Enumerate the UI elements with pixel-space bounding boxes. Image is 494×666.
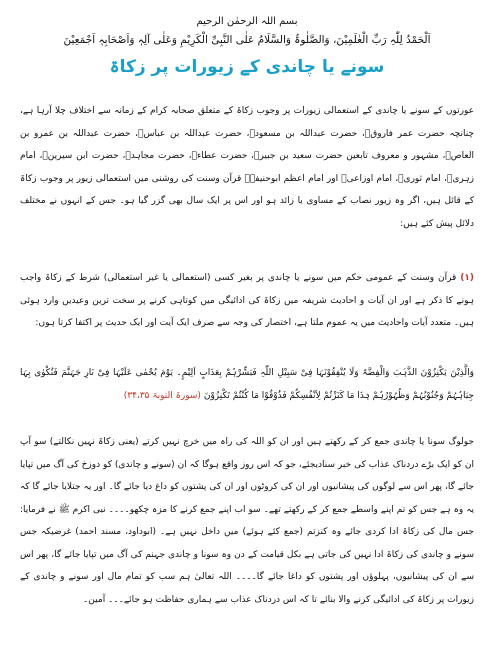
translation-paragraph: جولوگ سونا یا چاندی جمع کر کے رکھتے ہیں اور ان کو اللہ کی راہ میں خرچ نہیں کرتے (یعنی زکاۃ نہیں نکالتے) سو آپ ان کو ایک بڑے دردناک عذاب کی خبر سنادیجئے، جو کہ اس روز واقع ہوگا کہ ان (سونے و چاندی) کو دوزخ کی آگ میں تپایا جائے گا، پھر اس سے لوگوں کی پیشانیوں اور ان کی کروٹوں اور ان کی پشتوں کو داغ دیا جائے گا۔ اور یہ جتلایا جائے گا کہ یہ وہ ہے جس کو تم اپنے واسطے جمع کر کے رکھتے تھے۔ سو اب اپنے جمع کرنے کا مزہ چکھو۔۔۔۔ نبی اکرم ﷺ نے فرمایا: جس مال کی زکاۃ ادا کردی جائے وہ کنزتم (جمع کئے ہوئے) میں داخل نہیں ہے۔ (ابوداود، مسند احمد) غرضیکہ جس سونے و چاندی کی زکاۃ ادا نہیں کی جاتی ہے بکل قیامت کے دن وہ سونا و چاندی جہنم کی آگ میں تپایا جائے گا، پھر اس سے ان کی پیشانیوں، پہلوؤں اور پشتوں کو داغا جائے گا۔۔۔۔ اللہ تعالیٰ ہم سب کو تمام مال اور سونے و چاندی کے زیورات پر زکاۃ کی ادائیگی کرنے والا بنائے تا کہ اس دردناک عذاب سے ہماری حفاظت ہو جائے۔۔۔ آمین۔: [20, 437, 474, 605]
doxology-line: اَلْحَمْدُ لِلّٰہِ رَبِّ الْعٰلَمِیْنَ، وَالصَّلٰوۃُ وَالسَّلَامُ عَلٰی النَّبِیِّ الْکَرِیْمِ وَعَلٰی آلِہٖ وَاَصْحَابِہٖ اَجْمَعِیْنَ: [63, 34, 431, 46]
first-argument-paragraph: [20, 267, 474, 335]
verse-text: وَالَّذِیْنَ یَکْنِزُوْنَ الذَّہَبَ وَالْفِضَّۃَ وَلَا یُنْفِقُوْنَہَا فِیْ سَبِیْلِ اللّٰہِ فَبَشِّرْہُمْ بِعَذَابٍ اَلِیْمٍ۔ یَوْمَ یُحْمٰی عَلَیْہَا فِیْ نَارِ جَہَنَّمَ فَتُکْوٰی بِہَا جِبَاہُہُمْ وَجُنُوْبُہُمْ وَظُہُوْرُہُمْ ہٰذَا مَا کَنَزْتُمْ لِاَنْفُسِکُمْ فَذُوْقُوْا مَا کُنْتُمْ تَکْنِزُوْنَ: [20, 368, 474, 401]
intro-paragraph: عورتوں کے سونے یا چاندی کے استعمالی زیورات پر وجوب زکاۃ کے متعلق صحابہ کرام کے زمانہ سے اختلاف چلا آرہا ہے، چنانچہ حضرت عمر فاروقؓ، حضرت عبداللہ بن مسعودؓ، حضرت عبداللہ بن عباسؓ، حضرت عبداللہ بن عمرو بن العاصؓ، مشہور و معروف تابعین حضرت سعید بن جبیرؒ، حضرت عطاءؒ، حضرت مجاہدؒ، حضرت ابن سیرینؒ، امام زہریؒ، امام ثوریؒ، امام اوزاعیؒ اور امام اعظم ابوحنیفہؒ قرآن وسنت کی روشنی میں استعمالی زیور پر وجوب زکاۃ کے قائل ہیں، اگر وہ زیور نصاب کے مساوی یا زائد ہو اور اس پر ایک سال بھی گزر گیا ہو۔ جس کے انہوں نے مختلف دلائل پیش کئے ہیں:: [20, 106, 474, 229]
first-argument-text: قرآن وسنت کے عمومی حکم میں سونے یا چاندی پر بغیر کسی (استعمالی یا غیر استعمالی) شرط کے زکاۃ واجب ہونے کا ذکر ہے اور ان آیات و احادیث شریفہ میں زکاۃ کی ادائیگی میں کوتاہی کرنے پر سخت ترین وعیدیں وارد ہوئی ہیں۔ متعدد آیات واحادیث میں یہ عموم ملتا ہے، اختصار کی وجہ سے صرف ایک آیت اور ایک حدیث پر اکتفا کرتا ہوں:: [20, 273, 474, 328]
point-number-badge: (١): [460, 273, 474, 283]
page-title: سونے یا چاندی کے زیورات پر زکاۃ: [109, 57, 385, 77]
quran-verse: [20, 362, 474, 407]
verse-reference: (سورۃ التوبۃ ۳۴،۳۵): [123, 390, 201, 401]
bismillah-heading: بسم اللہ الرحمٰن الرحیم: [196, 16, 298, 27]
